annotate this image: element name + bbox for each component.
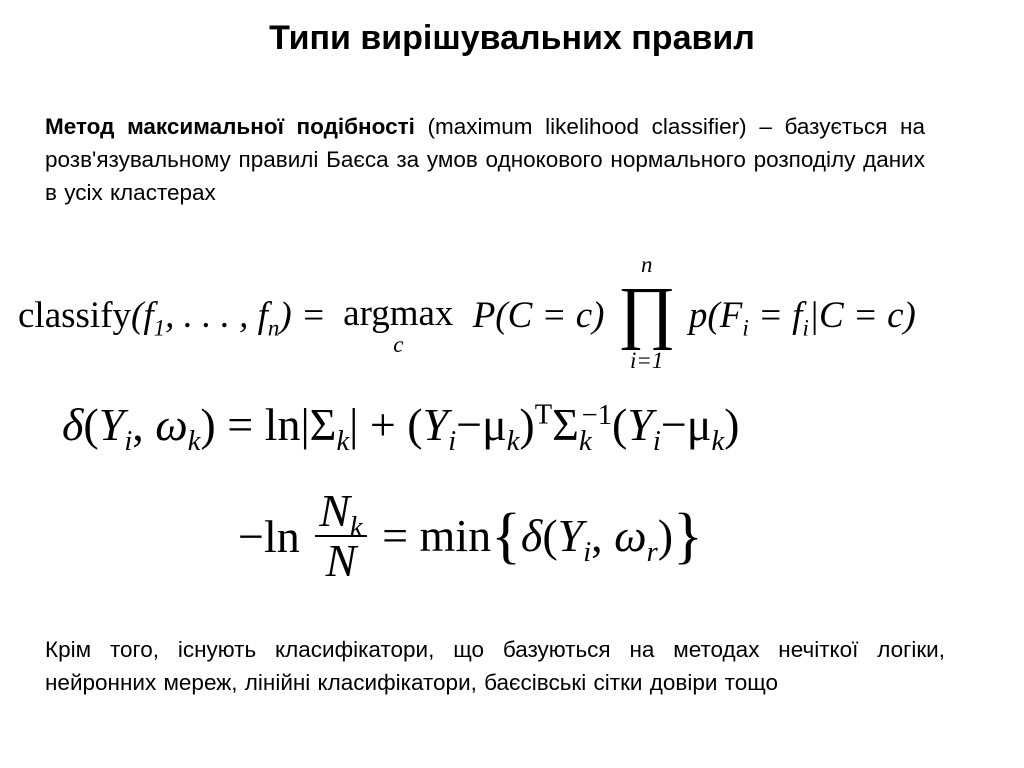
classify-formula [18, 248, 1014, 373]
minus-ln: −ln [238, 510, 300, 562]
delta-formula-line-2: −ln $\frac{N_k}{N}$ = $\min\{\delta(Y_i$, $\omega_r$)} [238, 485, 703, 587]
product-lower-limit: i=1 [630, 347, 664, 373]
intro-bold-term: Метод максимальної подібності [45, 114, 415, 139]
outro-paragraph: Крім того, існують класифікатори, що базуються на методах нечіткої логіки, нейронних мереж, лінійні класифікатори, баєсівські сітки довіри тощо [45, 637, 945, 695]
likelihood-term: $p(F_i = f_i|C = c)$ [688, 294, 916, 341]
intro-paragraph [45, 110, 925, 209]
intro-description: (maximum likelihood classifier) – базується на розв'язувальному правилі Баєса за умов однокового нормального розподілу даних в усіх кластерах [45, 114, 925, 205]
classify-func-name: classify [18, 294, 132, 336]
product-operator: n ∏ i=1 [617, 252, 676, 373]
slide-title: Типи вирішувальних правил [269, 19, 755, 57]
prior-term: P(C = c) [472, 294, 605, 336]
fraction-nk-over-n: $\frac{N_k}{N}$ [315, 487, 366, 586]
product-upper-limit: n [640, 252, 653, 277]
argmax-subscript: c [393, 332, 404, 358]
classify-args: ($f_1$, . . . , $f_n$) = [131, 294, 326, 341]
argmax-operator: argmax c [343, 293, 454, 358]
delta-formula-line-1: $\delta(Y_i$, $\omega_k) = \ln|\Sigma_k| + (Y_i-\mu_k)^T\Sigma_k^{-1}(Y_i-\mu_k)$ [62, 399, 740, 458]
